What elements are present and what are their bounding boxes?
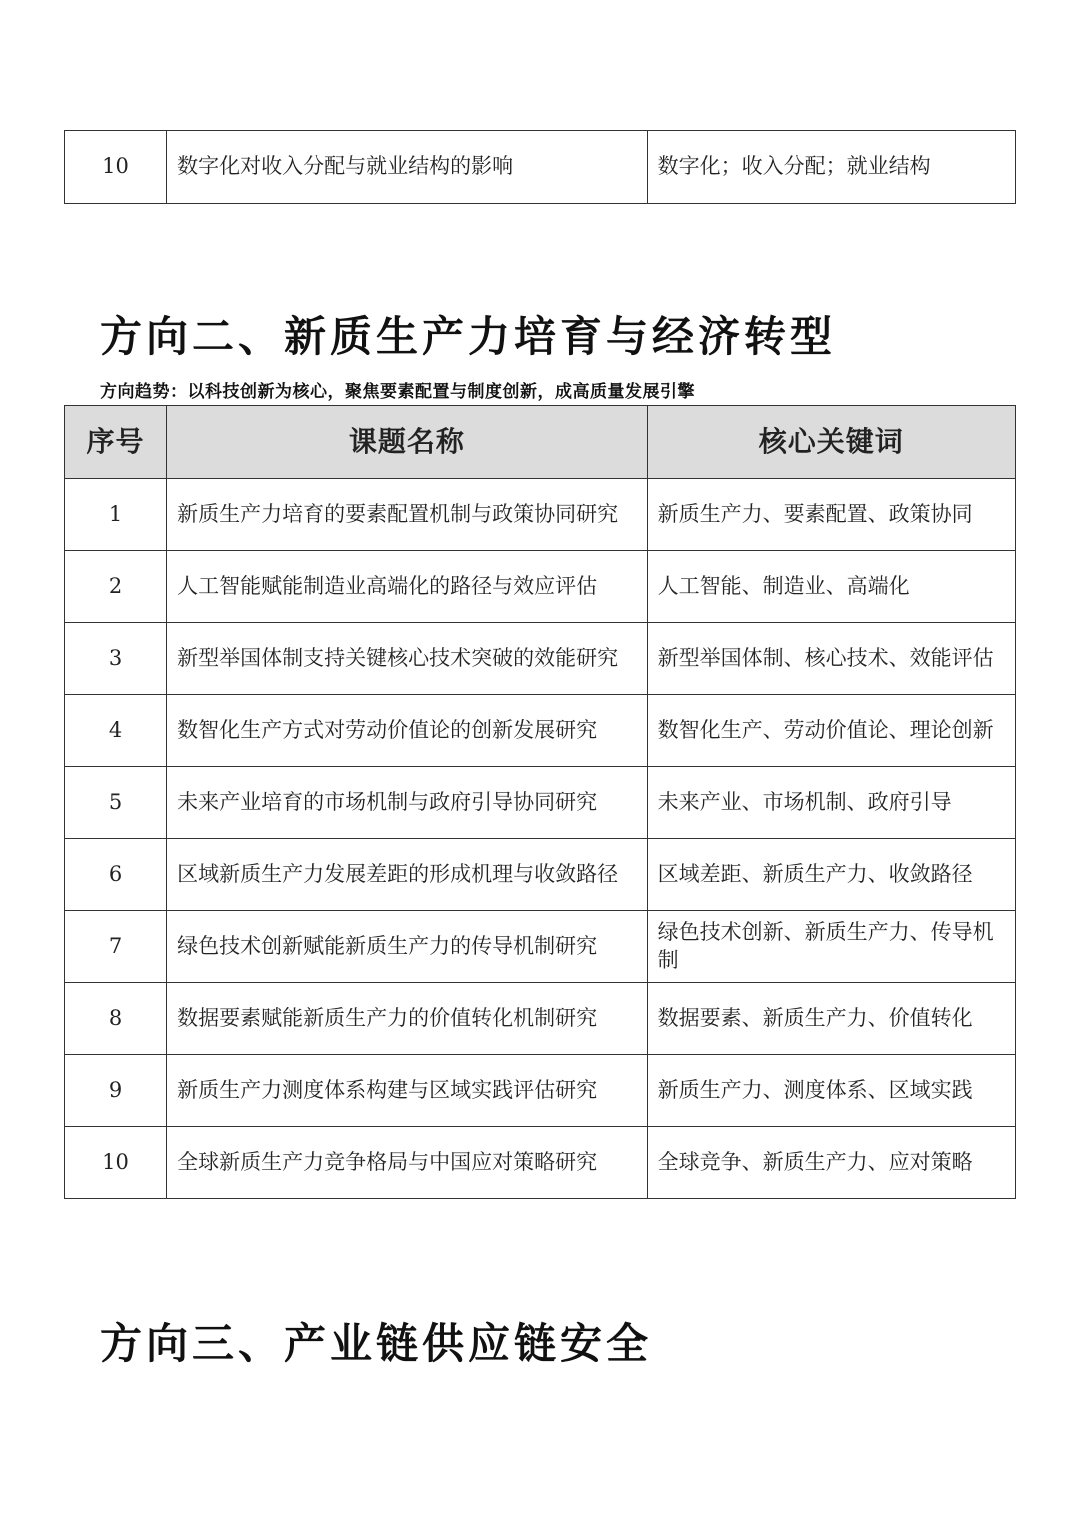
row-keywords: 新质生产力、测度体系、区域实践 — [647, 1055, 1015, 1127]
section-three-heading: 方向三、产业链供应链安全 — [100, 1319, 653, 1368]
row-number: 6 — [65, 839, 167, 911]
table-row — [65, 911, 1016, 983]
row-number: 8 — [65, 983, 167, 1055]
header-keywords: 核心关键词 — [647, 406, 1015, 479]
row-title: 全球新质生产力竞争格局与中国应对策略研究 — [167, 1127, 648, 1199]
row-keywords: 新型举国体制、核心技术、效能评估 — [647, 623, 1015, 695]
header-number: 序号 — [65, 406, 167, 479]
section-two-trend: 方向趋势：以科技创新为核心，聚焦要素配置与制度创新，成高质量发展引擎 — [100, 382, 695, 402]
row-number: 1 — [65, 479, 167, 551]
row-number: 7 — [65, 911, 167, 983]
previous-topics-table — [64, 130, 1016, 204]
row-title: 新质生产力测度体系构建与区域实践评估研究 — [167, 1055, 648, 1127]
table-row — [65, 767, 1016, 839]
row-keywords: 全球竞争、新质生产力、应对策略 — [647, 1127, 1015, 1199]
row-number: 3 — [65, 623, 167, 695]
row-keywords: 数字化；收入分配；就业结构 — [647, 131, 1015, 204]
table-row — [65, 551, 1016, 623]
row-title: 区域新质生产力发展差距的形成机理与收敛路径 — [167, 839, 648, 911]
row-title: 新质生产力培育的要素配置机制与政策协同研究 — [167, 479, 648, 551]
row-keywords: 数据要素、新质生产力、价值转化 — [647, 983, 1015, 1055]
section-two-heading: 方向二、新质生产力培育与经济转型 — [100, 312, 837, 361]
row-keywords: 人工智能、制造业、高端化 — [647, 551, 1015, 623]
row-title: 新型举国体制支持关键核心技术突破的效能研究 — [167, 623, 648, 695]
table-row — [65, 479, 1016, 551]
table-row — [65, 839, 1016, 911]
table-header-row — [65, 406, 1016, 479]
row-number: 5 — [65, 767, 167, 839]
table-row — [65, 131, 1016, 204]
table-row — [65, 1055, 1016, 1127]
row-keywords: 未来产业、市场机制、政府引导 — [647, 767, 1015, 839]
row-number: 10 — [65, 1127, 167, 1199]
table-row — [65, 695, 1016, 767]
row-number: 10 — [65, 131, 167, 204]
row-title: 数据要素赋能新质生产力的价值转化机制研究 — [167, 983, 648, 1055]
row-keywords: 新质生产力、要素配置、政策协同 — [647, 479, 1015, 551]
row-title: 绿色技术创新赋能新质生产力的传导机制研究 — [167, 911, 648, 983]
row-title: 未来产业培育的市场机制与政府引导协同研究 — [167, 767, 648, 839]
row-number: 2 — [65, 551, 167, 623]
row-number: 9 — [65, 1055, 167, 1127]
table-row — [65, 623, 1016, 695]
row-keywords: 绿色技术创新、新质生产力、传导机制 — [647, 911, 1015, 983]
row-keywords: 区域差距、新质生产力、收敛路径 — [647, 839, 1015, 911]
header-title: 课题名称 — [167, 406, 648, 479]
row-title: 数智化生产方式对劳动价值论的创新发展研究 — [167, 695, 648, 767]
row-title: 人工智能赋能制造业高端化的路径与效应评估 — [167, 551, 648, 623]
row-number: 4 — [65, 695, 167, 767]
section-two-topics-table — [64, 405, 1016, 1199]
table-row — [65, 1127, 1016, 1199]
row-keywords: 数智化生产、劳动价值论、理论创新 — [647, 695, 1015, 767]
table-row — [65, 983, 1016, 1055]
row-title: 数字化对收入分配与就业结构的影响 — [167, 131, 648, 204]
